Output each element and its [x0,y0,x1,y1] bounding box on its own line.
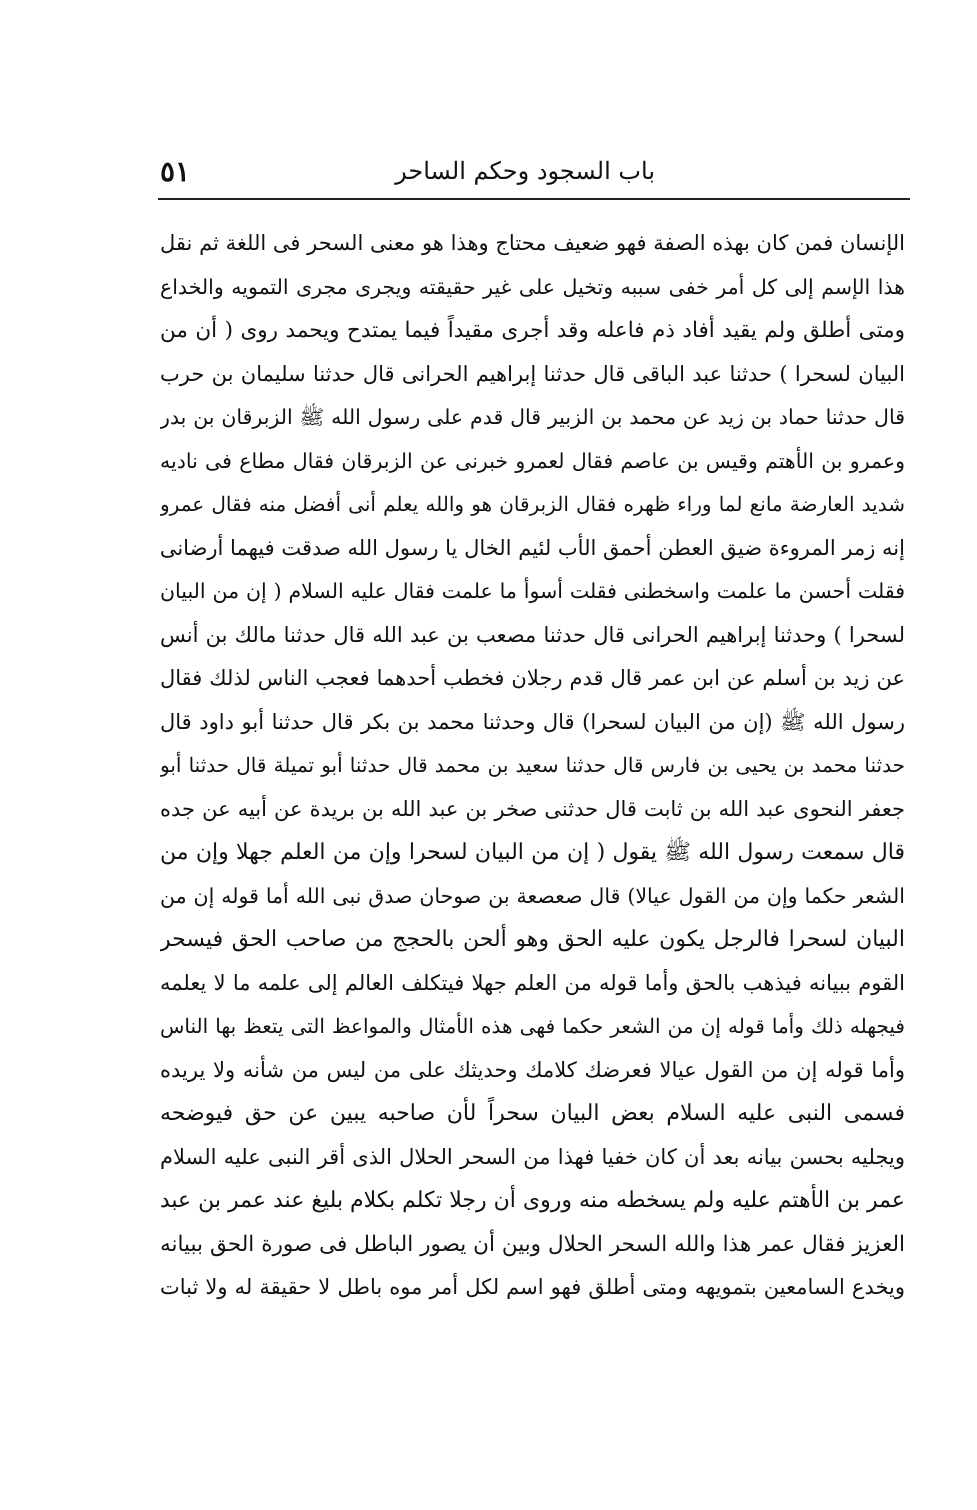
text-line: وعمرو بن الأهتم وقيس بن عاصم فقال لعمرو خبرنى عن الزبرقان فقال مطاع فى ناديه [160,448,905,473]
text-line: شديد العارضة مانع لما وراء ظهره فقال الزبرقان هو والله يعلم أنى أفضل منه فقال عمرو [160,492,905,516]
text-line: القوم ببيانه فيذهب بالحق وأما قوله من العلم جهلا فيتكلف العالم إلى علمه ما لا يعلمه [160,970,905,995]
text-line: فيجهله ذلك وأما قوله إن من الشعر حكما فهى هذه الأمثال والمواعظ التى يتعظ بها الناس [160,1014,905,1038]
running-title: باب السجود وحكم الساحر [395,157,655,185]
text-line: حدثنا محمد بن يحيى بن فارس قال حدثنا سعيد بن محمد قال حدثنا أبو تميلة قال حدثنا أبو [160,753,905,777]
text-line: إنه زمر المروءة ضيق العطن أحمق الأب لئيم الخال يا رسول الله صدقت فيهما أرضانى [160,535,905,560]
text-line: الشعر حكما وإن من القول عيالا) قال صعصعة بن صوحان صدق نبى الله أما قوله إن من [160,883,905,908]
text-line: ويخدع السامعين بتمويهه ومتى أطلق فهو اسم لكل أمر موه باطل لا حقيقة له ولا ثبات [160,1275,905,1299]
text-line: قال سمعت رسول الله ﷺ يقول ( إن من البيان لسحرا وإن من العلم جهلا وإن من [160,840,905,865]
text-line: لسحرا ) وحدثنا إبراهيم الحرانى قال حدثنا مصعب بن عبد الله قال حدثنا مالك بن أنس [160,622,905,647]
text-line: ويجليه بحسن بيانه بعد أن كان خفيا فهذا من السحر الحلال الذى أقر النبى عليه السلام [160,1144,905,1169]
text-line: ومتى أطلق ولم يقيد أفاد ذم فاعله وقد أجرى مقيداً فيما يمتدح ويحمد روى ( أن من [160,318,905,343]
text-line: البيان لسحرا فالرجل يكون عليه الحق وهو ألحن بالحجج من صاحب الحق فيسحر [160,927,905,952]
header-rule [158,198,910,200]
body-text [160,222,905,1310]
text-line: فسمى النبى عليه السلام بعض البيان سحراً لأن صاحبه يبين عن حق فيوضحه [160,1101,905,1126]
text-line: وأما قوله إن من القول عيالا فعرضك كلامك وحديثك على من ليس من شأنه ولا يريده [160,1057,905,1082]
page-header [160,148,905,194]
text-line: هذا الإسم إلى كل أمر خفى سببه وتخيل على غير حقيقته ويجرى مجرى التمويه والخداع [160,274,905,299]
text-line: الإنسان فمن كان بهذه الصفة فهو ضعيف محتاج وهذا هو معنى السحر فى اللغة ثم نقل [160,231,905,255]
text-line: رسول الله ﷺ (إن من البيان لسحرا) قال وحدثنا محمد بن بكر قال حدثنا أبو داود قال [160,709,905,734]
text-line: البيان لسحرا ) حدثنا عبد الباقى قال حدثنا إبراهيم الحرانى قال حدثنا سليمان بن حرب [160,361,905,386]
text-line: عمر بن الأهتم عليه ولم يسخطه منه وروى أن رجلا تكلم بكلام بليغ عند عمر بن عبد [160,1188,905,1213]
text-line: عن زيد بن أسلم عن ابن عمر قال قدم رجلان فخطب أحدهما فعجب الناس لذلك فقال [160,666,905,690]
text-line: جعفر النحوى عبد الله بن ثابت قال حدثنى صخر بن عبد الله بن بريدة عن أبيه عن جده [160,796,905,821]
page-number: ٥١ [160,154,191,188]
text-line: فقلت أحسن ما علمت واسخطنى فقلت أسوأ ما علمت فقال عليه السلام ( إن من البيان [160,579,905,603]
text-line: العزيز فقال عمر هذا والله السحر الحلال وبين أن يصور الباطل فى صورة الحق ببيانه [160,1231,905,1257]
text-line: قال حدثنا حماد بن زيد عن محمد بن الزبير قال قدم على رسول الله ﷺ الزبرقان بن بدر [160,405,905,429]
